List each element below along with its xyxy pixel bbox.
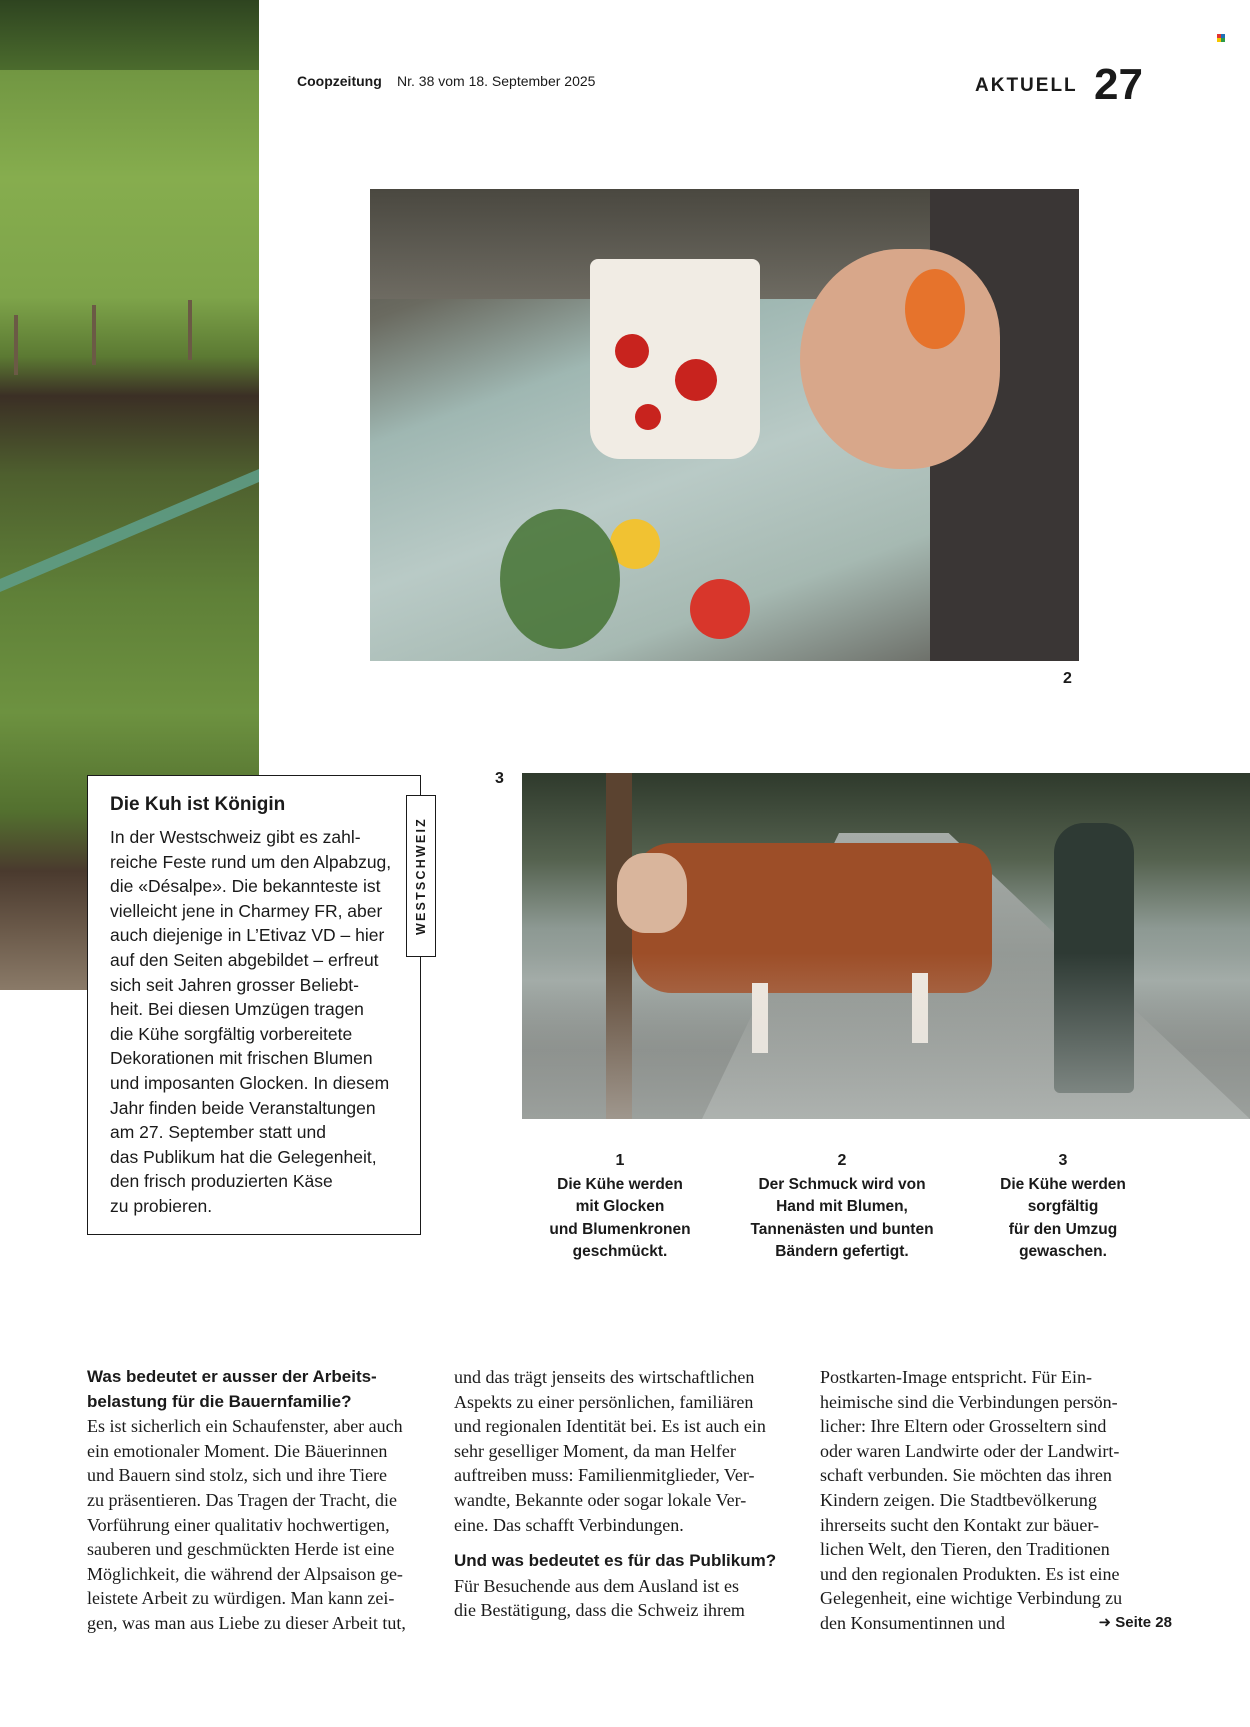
photo-cow-washing bbox=[522, 773, 1250, 1119]
article-line: den Konsumentinnen und bbox=[820, 1612, 1005, 1633]
page-number: 27 bbox=[1094, 60, 1143, 109]
fence-post bbox=[14, 315, 18, 375]
article-column-1 bbox=[87, 1365, 437, 1636]
article-line-last bbox=[820, 1611, 1170, 1636]
photo-flower-decoration bbox=[370, 189, 1079, 661]
info-line: Jahr finden beide Veranstaltungen bbox=[110, 1097, 376, 1118]
article-line: schaft verbunden. Sie möchten das ihren bbox=[820, 1465, 1112, 1486]
caption-1 bbox=[520, 1150, 720, 1264]
article-line: und Bauern sind stolz, sich und ihre Tiere bbox=[87, 1465, 387, 1486]
caption-line: sorgfältig bbox=[1027, 1198, 1099, 1216]
continue-page-link[interactable]: ➜ Seite 28 bbox=[1098, 1613, 1172, 1631]
info-line: auch diejenige in L’Etivaz VD – hier bbox=[110, 925, 385, 946]
photo-trees bbox=[0, 0, 259, 70]
caption-line: für den Umzug bbox=[1008, 1220, 1118, 1238]
paragraph-gap bbox=[454, 1537, 804, 1549]
question-heading: Was bedeutet er ausser der Arbeits- bbox=[87, 1367, 377, 1386]
photo-number: 2 bbox=[1063, 670, 1072, 687]
caption-line: und Blumenkronen bbox=[549, 1220, 691, 1238]
water-mist bbox=[522, 953, 1250, 1119]
water-hose bbox=[0, 458, 259, 594]
info-line: den frisch produzierten Käse bbox=[110, 1171, 333, 1192]
info-line: Dekorationen mit frischen Blumen bbox=[110, 1048, 373, 1069]
article-line: Vorführung einer qualitativ hochwertigen, bbox=[87, 1514, 390, 1535]
poppy-pattern bbox=[675, 359, 717, 401]
article-column-2 bbox=[454, 1365, 804, 1623]
info-line: heit. Bei diesen Umzügen tragen bbox=[110, 999, 364, 1020]
article-line: Es ist sicherlich ein Schaufenster, aber auch bbox=[87, 1416, 403, 1437]
photo-number: 3 bbox=[495, 770, 504, 787]
article-line: die Bestätigung, dass die Schweiz ihrem bbox=[454, 1600, 745, 1621]
red-flower bbox=[690, 579, 750, 639]
info-line: sich seit Jahren grosser Beliebt- bbox=[110, 974, 359, 995]
caption-line: Tannenästen und bunten bbox=[750, 1220, 934, 1238]
fir-branches bbox=[500, 509, 620, 649]
hands bbox=[800, 249, 1000, 469]
article-column-3 bbox=[820, 1365, 1170, 1636]
article-line: auftreiben muss: Familienmitglieder, Ver- bbox=[454, 1465, 755, 1486]
caption-line: geschmückt. bbox=[572, 1243, 668, 1261]
info-line: das Publikum hat die Gelegenheit, bbox=[110, 1146, 377, 1167]
info-line: die «Désalpe». Die bekannteste ist bbox=[110, 876, 381, 897]
publication-name: Coopzeitung bbox=[297, 73, 382, 89]
caption-number: 3 bbox=[1058, 1152, 1068, 1169]
article-line: gen, was man aus Liebe zu dieser Arbeit tut, bbox=[87, 1612, 406, 1633]
caption-number: 2 bbox=[837, 1152, 847, 1169]
orange-flower bbox=[905, 269, 965, 349]
article-line: leistete Arbeit zu würdigen. Man kann zei- bbox=[87, 1588, 395, 1609]
article-line: Postkarten-Image entspricht. Für Ein- bbox=[820, 1367, 1092, 1387]
article-line: Für Besuchende aus dem Ausland ist es bbox=[454, 1575, 739, 1596]
article-line: Gelegenheit, eine wichtige Verbindung zu bbox=[820, 1588, 1123, 1609]
article-line: oder waren Landwirte oder der Landwirt- bbox=[820, 1440, 1120, 1461]
region-tag bbox=[406, 795, 436, 957]
caption-number: 1 bbox=[615, 1152, 625, 1169]
info-line: In der Westschweiz gibt es zahl- bbox=[110, 827, 361, 847]
article-line: und den regionalen Produkten. Es ist eine bbox=[820, 1563, 1120, 1584]
fence-post bbox=[188, 300, 192, 360]
issue-info: Nr. 38 vom 18. September 2025 bbox=[397, 73, 596, 89]
fence-post bbox=[92, 305, 96, 365]
article-line: licher: Ihre Eltern oder Grosseltern sind bbox=[820, 1416, 1107, 1437]
question-heading: Und was bedeutet es für das Publikum? bbox=[454, 1551, 777, 1571]
caption-line: Die Kühe werden bbox=[557, 1175, 683, 1193]
info-box-title: Die Kuh ist Königin bbox=[110, 794, 286, 815]
caption-line: Bändern gefertigt. bbox=[775, 1243, 909, 1261]
poppy-pattern bbox=[635, 404, 661, 430]
article-line: eine. Das schafft Verbindungen. bbox=[454, 1514, 684, 1535]
article-line: ein emotionaler Moment. Die Bäuerinnen bbox=[87, 1440, 388, 1461]
article-line: und das trägt jenseits des wirtschaftlichen bbox=[454, 1367, 755, 1387]
brand-color-mark-icon bbox=[1217, 34, 1225, 42]
poppy-pattern bbox=[615, 334, 649, 368]
section-label: AKTUELL bbox=[975, 75, 1078, 96]
info-line: auf den Seiten abgebildet – erfreut bbox=[110, 949, 379, 970]
info-line: die Kühe sorgfältig vorbereitete bbox=[110, 1023, 353, 1044]
info-line: vielleicht jene in Charmey FR, aber bbox=[110, 900, 383, 921]
caption-line: Die Kühe werden bbox=[1000, 1175, 1126, 1193]
caption-line: Der Schmuck wird von bbox=[758, 1175, 926, 1193]
article-line: zu präsentieren. Das Tragen der Tracht, die bbox=[87, 1489, 397, 1510]
article-line: heimische sind die Verbindungen persön- bbox=[820, 1391, 1118, 1412]
article-line: und regionalen Identität bei. Es ist auch ein bbox=[454, 1416, 766, 1437]
article-line: sauberen und geschmückten Herde ist eine bbox=[87, 1539, 395, 1560]
region-tag-label: WESTSCHWEIZ bbox=[414, 817, 428, 935]
info-line: reiche Feste rund um den Alpabzug, bbox=[110, 851, 392, 872]
article-line: Möglichkeit, die während der Alpsaison ge- bbox=[87, 1563, 403, 1584]
caption-line: Hand mit Blumen, bbox=[776, 1198, 908, 1216]
cow-head bbox=[617, 853, 687, 933]
caption-3 bbox=[963, 1150, 1163, 1264]
article-line: ihrerseits sucht den Kontakt zur bäuer- bbox=[820, 1514, 1100, 1535]
caption-2 bbox=[742, 1150, 942, 1264]
poppy-bucket bbox=[590, 259, 760, 459]
question-heading: belastung für die Bauernfamilie? bbox=[87, 1391, 352, 1411]
info-line: am 27. September statt und bbox=[110, 1122, 326, 1143]
article-line: wandte, Bekannte oder sogar lokale Ver- bbox=[454, 1489, 747, 1510]
article-line: Aspekts zu einer persönlichen, familiären bbox=[454, 1391, 754, 1412]
caption-line: mit Glocken bbox=[575, 1198, 665, 1216]
info-line: und imposanten Glocken. In diesem bbox=[110, 1072, 390, 1093]
info-box-text bbox=[110, 825, 410, 1219]
article-line: Kindern zeigen. Die Stadtbevölkerung bbox=[820, 1489, 1097, 1510]
caption-line: gewaschen. bbox=[1019, 1243, 1107, 1261]
info-line: zu probieren. bbox=[110, 1195, 213, 1216]
article-line: sehr geselliger Moment, da man Helfer bbox=[454, 1440, 736, 1461]
article-line: lichen Welt, den Tieren, den Traditionen bbox=[820, 1539, 1110, 1560]
